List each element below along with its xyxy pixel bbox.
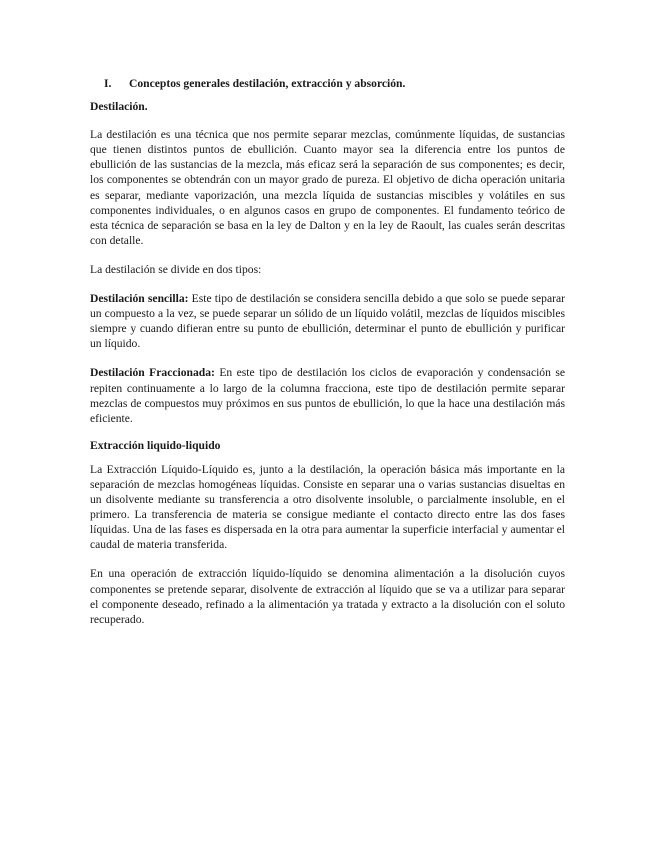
text-destilacion-fraccionada: En este tipo de destilación los ciclos de evaporación y condensación se repiten continuamente a lo largo de la columna fracciona, este tipo de destilación permite separar mezclas de compuestos muy próximos en sus puntos de ebullición, lo que la hace una destilación más eficiente.: [90, 366, 565, 425]
paragraph-destilacion-fraccionada: [90, 365, 565, 425]
paragraph-extraccion-definiciones: En una operación de extracción líquido-líquido se denomina alimentación a la disolución cuyos componentes se pretende separar, disolvente de extracción al líquido que se va a utilizar para separar el componente deseado, refinado a la alimentación ya tratada y extracto a la disolución con el soluto recuperado.: [90, 567, 565, 626]
text-destilacion-sencilla: Este tipo de destilación se considera sencilla debido a que solo se puede separar un compuesto a la vez, se puede separar un sólido de un líquido volátil, mezclas de líquidos miscibles siempre y cuando difieran entre su punto de ebullición, determinar el punto de ebullición y purificar un líquido.: [90, 292, 565, 351]
paragraph-extraccion-intro: La Extracción Líquido-Líquido es, junto a la destilación, la operación básica más importante en la separación de mezclas homogéneas líquidas. Consiste en separar una o varias sustancias disueltas en un disolvente mediante su transferencia a otro disolvente insoluble, o parcialmente insoluble, en el primero. La transferencia de materia se consigue mediante el contacto directo entre las dos fases líquidas. Una de las fases es dispersada en la otra para aumentar la superficie interfacial y aumentar el caudal de materia transferida.: [90, 462, 565, 552]
heading-number: I.: [104, 77, 112, 90]
subtitle-extraccion: Extracción liquido-liquido: [90, 438, 221, 452]
paragraph-destilacion-sencilla: [90, 291, 565, 351]
document-page: [90, 76, 565, 641]
heading-title: Conceptos generales destilación, extracción y absorción.: [129, 77, 406, 90]
label-destilacion-sencilla: Destilación sencilla:: [90, 292, 189, 306]
section-heading: [104, 76, 565, 91]
label-destilacion-fraccionada: Destilación Fraccionada:: [90, 366, 215, 380]
subtitle-destilacion: Destilación.: [90, 100, 148, 114]
paragraph-destilacion-intro: La destilación es una técnica que nos permite separar mezclas, comúnmente líquidas, de sustancias que tienen distintos puntos de ebullición. Cuanto mayor sea la diferencia entre los puntos de ebullición de las sustancias de la mezcla, más eficaz será la separación de sus componentes; es decir, los componentes se obtendrán con un mayor grado de pureza. El objetivo de dicha operación unitaria es separar, mediante vaporización, una mezcla líquida de sustancias miscibles y volátiles en sus componentes individuales, o en algunos casos en grupo de componentes. El fundamento teórico de esta técnica de separación se basa en la ley de Dalton y en la ley de Raoult, las cuales serán descritas con detalle.: [90, 128, 565, 247]
paragraph-destilacion-tipos: La destilación se divide en dos tipos:: [90, 262, 262, 276]
